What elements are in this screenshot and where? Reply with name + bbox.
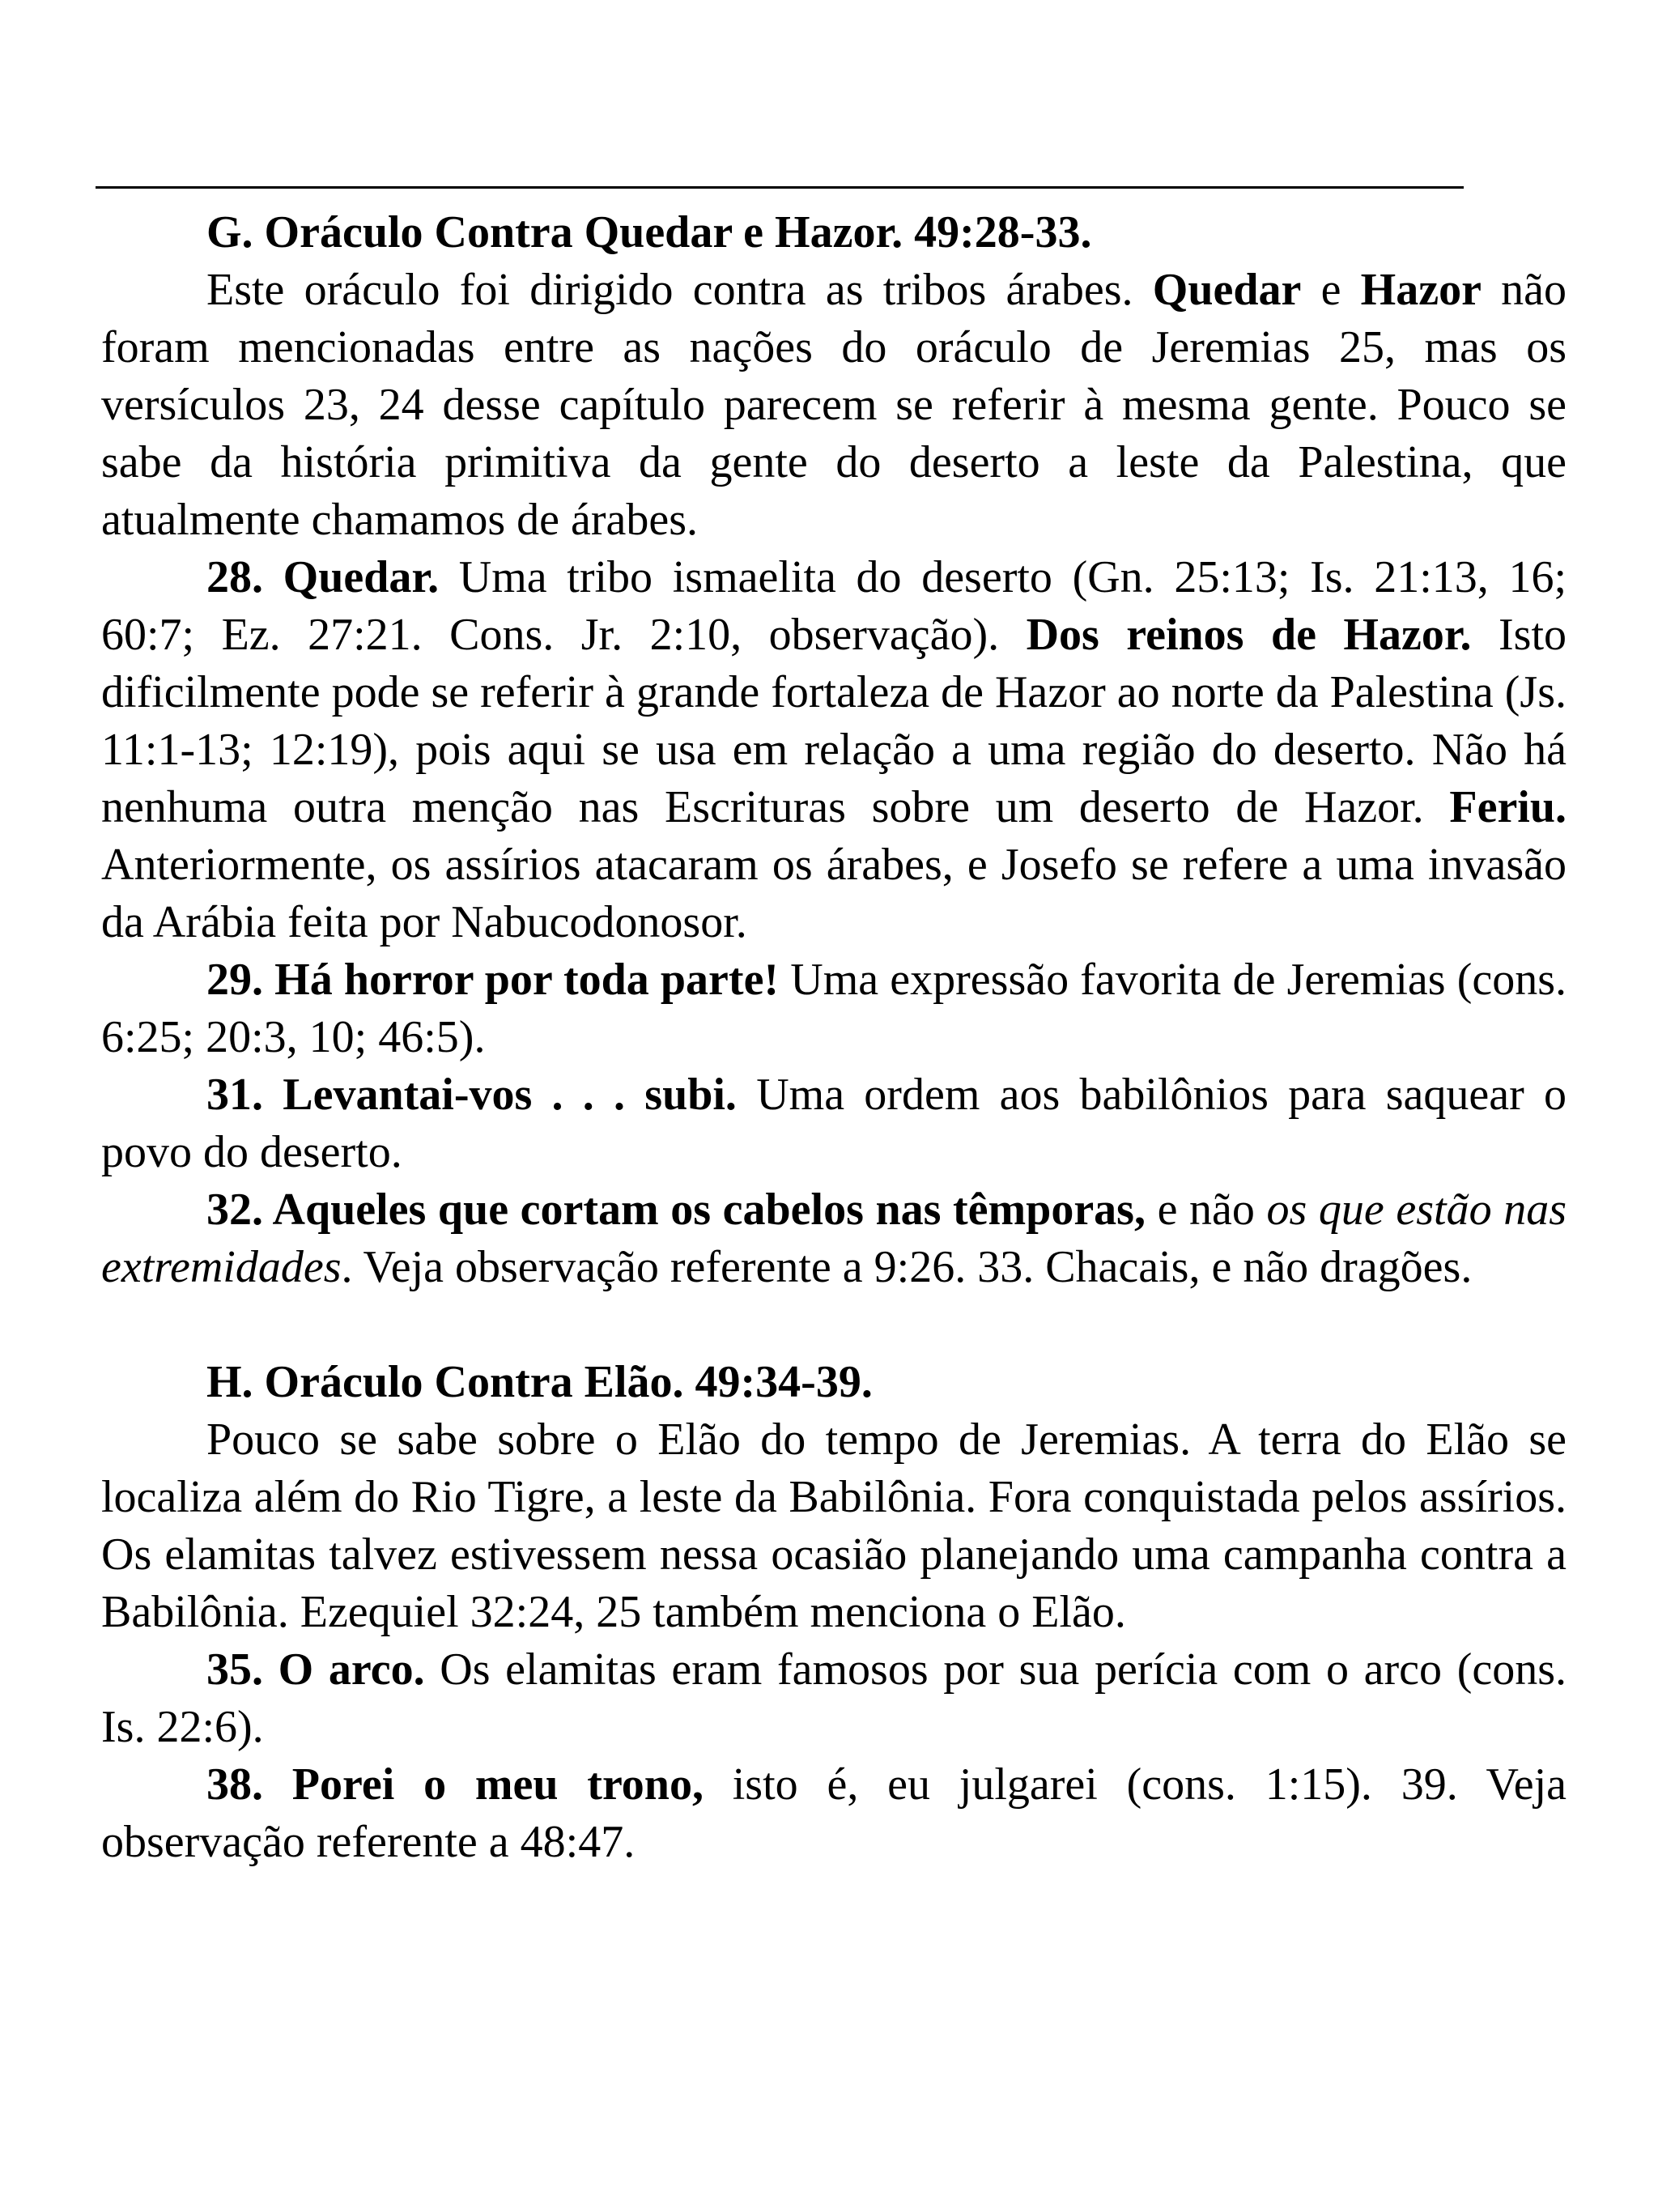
verse-38-note: 38. Porei o meu trono, isto é, eu julgarei (cons. 1:15). 39. Veja observação referente a 48:47. <box>101 1759 1567 1867</box>
verse-28-term: 28. Quedar. <box>206 552 440 602</box>
verse-28-term-feriu: Feriu. <box>1449 782 1567 832</box>
verse-32-term: 32. Aqueles que cortam os cabelos nas têmporas, <box>206 1185 1146 1235</box>
verse-28-note: 28. Quedar. Uma tribo ismaelita do deserto (Gn. 25:13; Is. 21:13, 16; 60:7; Ez. 27:21. Cons. Jr. 2:10, observação). Dos reinos de Hazor. Isto dificilmente pode se referir à grande fortaleza de Hazor ao norte da Palestina (Js. 11:1-13; 12:19), pois aqui se usa em relação a uma região do deserto. Não há nenhuma outra menção nas Escrituras sobre um deserto de Hazor. Feriu. Anteriormente, os assírios atacaram os árabes, e Josefo se refere a uma invasão da Arábia feita por Nabucodonosor. <box>101 552 1567 947</box>
verse-31-note: 31. Levantai-vos . . . subi. Uma ordem aos babilônios para saquear o povo do deserto. <box>101 1070 1567 1177</box>
verse-29-term: 29. Há horror por toda parte! <box>206 955 780 1005</box>
section-h-intro: Pouco se sabe sobre o Elão do tempo de Jeremias. A terra do Elão se localiza além do Rio Tigre, a leste da Babilônia. Fora conquistada pelos assírios. Os elamitas talvez estivessem nessa ocasião planejando uma campanha contra a Babilônia. Ezequiel 32:24, 25 também menciona o Elão. <box>101 1414 1567 1637</box>
verse-28-term-hazor: Dos reinos de Hazor. <box>1026 610 1472 660</box>
verse-35-note: 35. O arco. Os elamitas eram famosos por sua perícia com o arco (cons. Is. 22:6). <box>101 1644 1567 1752</box>
section-g-heading: G. Oráculo Contra Quedar e Hazor. 49:28-33. <box>206 207 1092 257</box>
verse-32-note: 32. Aqueles que cortam os cabelos nas têmporas, e não os que estão nas extremidades. Veja observação referente a 9:26. 33. Chacais, e não dragões. <box>101 1185 1567 1292</box>
header-rule <box>96 186 1464 189</box>
section-h-heading: H. Oráculo Contra Elão. 49:34-39. <box>206 1357 873 1407</box>
section-gap <box>101 1296 1567 1354</box>
verse-38-term: 38. Porei o meu trono, <box>206 1759 704 1810</box>
verse-29-note: 29. Há horror por toda parte! Uma expressão favorita de Jeremias (cons. 6:25; 20:3, 10; 46:5). <box>101 955 1567 1062</box>
verse-31-term: 31. Levantai-vos . . . subi. <box>206 1070 737 1120</box>
section-g-intro: Este oráculo foi dirigido contra as tribos árabes. Quedar e Hazor não foram mencionadas entre as nações do oráculo de Jeremias 25, mas os versículos 23, 24 desse capítulo parecem se referir à mesma gente. Pouco se sabe da história primitiva da gente do deserto a leste da Palestina, que atualmente chamamos de árabes. <box>101 265 1567 545</box>
verse-35-term: 35. O arco. <box>206 1644 425 1695</box>
page-body <box>101 204 1567 1871</box>
